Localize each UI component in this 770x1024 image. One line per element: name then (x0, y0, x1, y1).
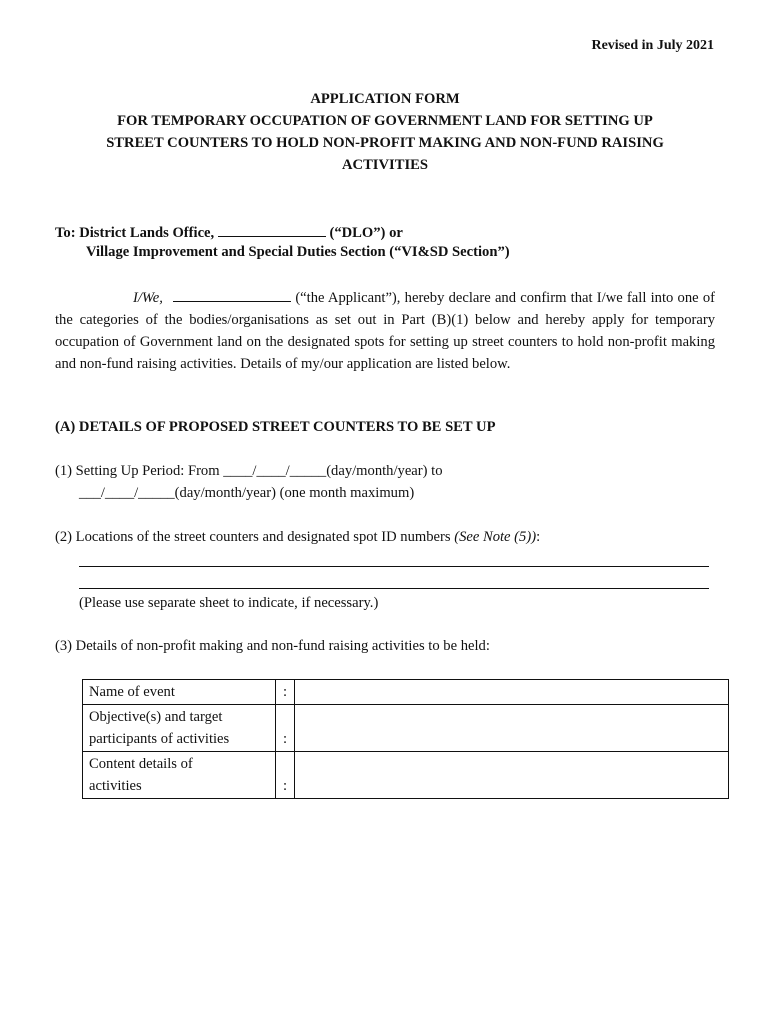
locations-colon: : (536, 529, 541, 545)
district-blank-field[interactable] (218, 222, 326, 237)
form-title: APPLICATION FORM (310, 91, 460, 107)
table-row (83, 752, 729, 799)
locations-blank-line-1[interactable] (79, 566, 709, 567)
locations-note: (See Note (5)) (454, 529, 537, 545)
declaration-text: (“the Applicant”), hereby declare and confirm that I/we fall into one of the categories of the bodies/organisations as set out in Part (B)(1) below and hereby apply for temporary occupation of Government land on the designated spots for setting up street counters to hold non-profit making and non-fund raising activities. Details of my/our application are listed below. (55, 290, 715, 372)
locations-blank-line-2[interactable] (79, 588, 709, 589)
objectives-label (83, 705, 276, 752)
activity-details-table (82, 679, 729, 799)
content-details-label-line2: activities (89, 778, 142, 794)
separator: : (276, 680, 295, 705)
objectives-field[interactable] (295, 705, 729, 752)
declaration-paragraph (55, 287, 715, 375)
iwe-label: I/We, (133, 290, 163, 306)
form-subtitle-line3: ACTIVITIES (342, 157, 428, 173)
locations-text: (2) Locations of the street counters and designated spot ID numbers (55, 529, 455, 545)
table-row (83, 705, 729, 752)
objectives-label-line1: Objective(s) and target (89, 709, 223, 725)
section-a-heading: (A) DETAILS OF PROPOSED STREET COUNTERS TO BE SET UP (55, 419, 496, 435)
addressee-suffix: (“DLO”) or (325, 225, 403, 241)
applicant-name-field[interactable] (173, 287, 291, 302)
event-name-label: Name of event (83, 680, 276, 705)
table-row (83, 680, 729, 705)
separate-sheet-hint: (Please use separate sheet to indicate, if necessary.) (79, 595, 379, 611)
event-name-field[interactable] (295, 680, 729, 705)
objectives-label-line2: participants of activities (89, 731, 230, 747)
addressee-line1 (55, 222, 403, 242)
addressee-prefix: To: District Lands Office, (55, 225, 218, 241)
setting-up-period-line1[interactable]: (1) Setting Up Period: From ____/____/_____(day/month/year) to (55, 463, 443, 479)
locations-label (55, 529, 540, 546)
content-details-field[interactable] (295, 752, 729, 799)
form-subtitle-line1: FOR TEMPORARY OCCUPATION OF GOVERNMENT LAND FOR SETTING UP (117, 113, 653, 129)
separator: : (276, 705, 295, 752)
revision-note: Revised in July 2021 (591, 38, 714, 53)
activities-details-label: (3) Details of non-profit making and non-fund raising activities to be held: (55, 638, 490, 654)
addressee-line2: Village Improvement and Special Duties Section (“VI&SD Section”) (86, 244, 510, 260)
setting-up-period-line2[interactable]: ___/____/_____(day/month/year) (one month maximum) (79, 485, 415, 501)
form-subtitle-line2: STREET COUNTERS TO HOLD NON-PROFIT MAKING AND NON-FUND RAISING (106, 135, 664, 151)
content-details-label-line1: Content details of (89, 756, 193, 772)
separator: : (276, 752, 295, 799)
content-details-label (83, 752, 276, 799)
